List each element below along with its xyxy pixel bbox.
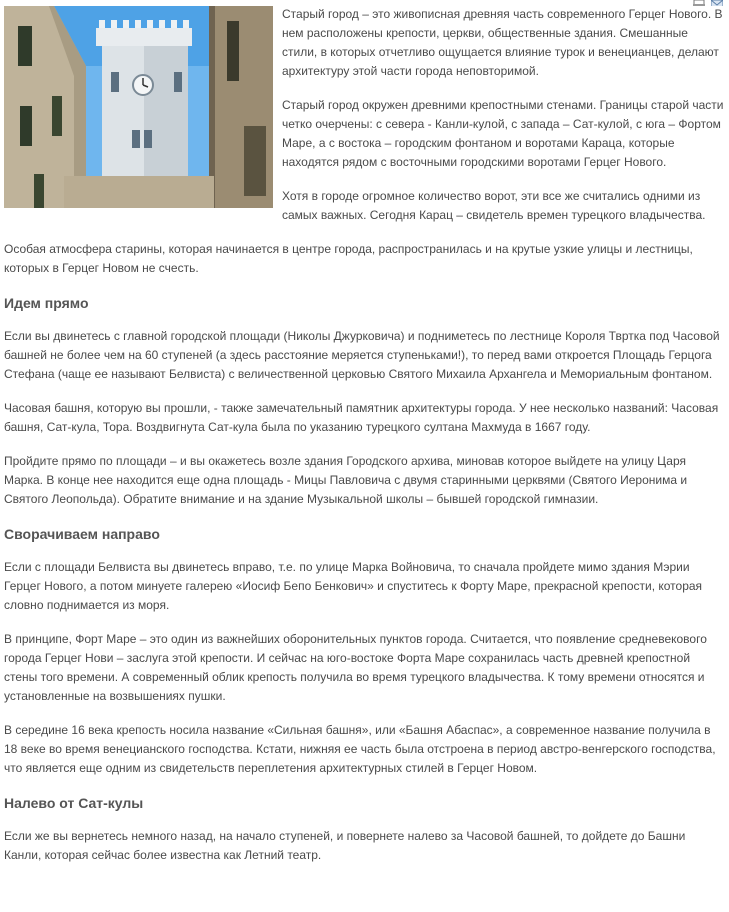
paragraph: В середине 16 века крепость носила название «Сильная башня», или «Башня Абаспас», а современное название получила в 18 веке во время венецианского господства. Кстати, нижняя ее часть была отстроена в период австро-венгерского господства, что является еще одним из свидетельств переплетения архитектурных стилей в Герцег Новом. xyxy=(4,723,716,775)
paragraph: Если с площади Белвиста вы двинетесь вправо, т.е. по улице Марка Войновича, то сначала пройдете мимо здания Мэрии Герцег Нового, а потом минуете галерею «Иосиф Бепо Бенкович» и спуститесь к Форту Маре, прекрасной крепости, которая словно поднимается из моря. xyxy=(4,560,703,612)
paragraph: В принципе, Форт Маре – это один из важнейших оборонительных пунктов города. Считается, что появление средневекового города Герцег Нови – заслуга этой крепости. И сейчас на юго-востоке Форта Маре сохранилась часть древней крепостной стены того времени. А современный облик крепость получила во время турецкого владычества. К тому времени относятся и установленные на возвышениях пушки. xyxy=(4,632,707,703)
paragraph: Если вы двинетесь с главной городской площади (Николы Джурковича) и подниметесь по лестнице Короля Твртка под Часовой башней не более чем на 60 ступеней (а здесь расстояние меряется ступеньками!), то перед вами откроется Площадь Герцога Стефана (чаще ее называют Белвиста) с величественной церковью Святого Михаила Архангела и Мемориальным фонтаном. xyxy=(4,329,720,381)
clock-tower-photo xyxy=(4,6,273,208)
paragraph: Часовая башня, которую вы прошли, - также замечательный памятник архитектуры города. У нее несколько названий: Часовая башня, Сат-кула, Тора. Воздвигнута Сат-кула была по указанию турецкого султана Махмуда в 1667 году. xyxy=(4,401,719,434)
paragraph: Пройдите прямо по площади – и вы окажетесь возле здания Городского архива, миновав которое выйдете на улицу Царя Марка. В конце нее находится еще одна площадь - Мицы Павловича с двумя старинными церквями (Святого Иеронима и Святого Леопольда). Обратите внимание и на здание Музыкальной школы – бывшей городской гимназии. xyxy=(4,454,688,506)
paragraph: Старый город – это живописная древняя часть современного Герцег Нового. В нем расположены крепости, церкви, общественные здания. Смешанные стили, в которых отчетливо ощущается влияние турок и венецианцев, делают архитектуру этой части города неповторимой. xyxy=(282,7,723,78)
paragraph: Старый город окружен древними крепостными стенами. Границы старой части четко очерчены: с севера - Канли-кулой, с запада – Сат-кулой, с юга – Фортом Маре, а с востока – городским фонтаном и воротами Караца, которые находятся рядом с восточными городскими воротами Герцег Нового. xyxy=(282,98,724,169)
section-heading: Налево от Сат-кулы xyxy=(4,795,144,811)
paragraph: Если же вы вернетесь немного назад, на начало ступеней, и повернете налево за Часовой башней, то дойдете до Башни Канли, которая сейчас более известна как Летний театр. xyxy=(4,829,686,862)
paragraph: Особая атмосфера старины, которая начинается в центре города, распространилась и на крутые узкие улицы и лестницы, которых в Герцег Новом не счесть. xyxy=(4,242,693,275)
section-heading: Идем прямо xyxy=(4,295,89,311)
paragraph: Хотя в городе огромное количество ворот, эти все же считались одними из самых важных. Сегодня Карац – свидетель времен турецкого владычества. xyxy=(282,189,706,222)
article xyxy=(4,5,724,880)
section-heading: Сворачиваем направо xyxy=(4,526,160,542)
